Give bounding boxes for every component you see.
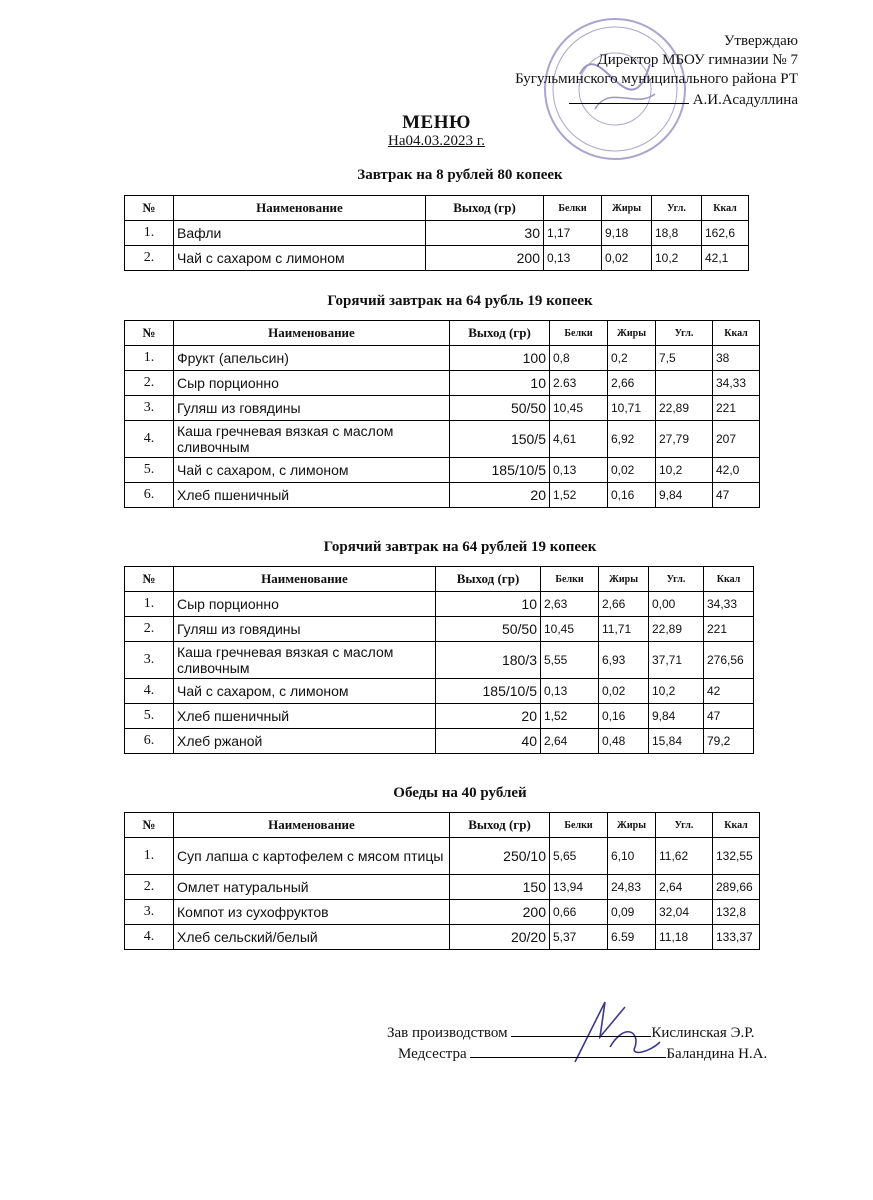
cell-fat: 6,92: [608, 421, 656, 458]
cell-output: 20: [450, 483, 550, 508]
cell-output: 150: [450, 875, 550, 900]
cell-num: 4.: [125, 679, 174, 704]
cell-kcal: 289,66: [713, 875, 760, 900]
cell-num: 1.: [125, 838, 174, 875]
cell-carbs: 22,89: [649, 617, 704, 642]
cell-num: 6.: [125, 729, 174, 754]
cell-output: 50/50: [450, 396, 550, 421]
cell-protein: 1,52: [541, 704, 599, 729]
cell-kcal: 221: [704, 617, 754, 642]
signature-underline: [470, 1043, 666, 1058]
table-row: [125, 900, 760, 925]
cell-name: Суп лапша с картофелем с мясом птицы: [174, 838, 450, 875]
column-header-carbs: Угл.: [656, 813, 713, 838]
signature-underline: [569, 89, 689, 104]
cell-fat: 9,18: [602, 221, 652, 246]
cell-protein: 10,45: [550, 396, 608, 421]
cell-name: Сыр порционно: [174, 592, 436, 617]
cell-carbs: 7,5: [656, 346, 713, 371]
column-header-output: Выход (гр): [436, 567, 541, 592]
cell-kcal: 79,2: [704, 729, 754, 754]
cell-name: Сыр порционно: [174, 371, 450, 396]
column-header-name: Наименование: [174, 813, 450, 838]
table-row: [125, 729, 754, 754]
cell-fat: 0,02: [608, 458, 656, 483]
column-header-carbs: Угл.: [656, 321, 713, 346]
cell-name: Чай с сахаром, с лимоном: [174, 458, 450, 483]
cell-carbs: 9,84: [656, 483, 713, 508]
column-header-fat: Жиры: [608, 321, 656, 346]
cell-num: 3.: [125, 642, 174, 679]
cell-num: 1.: [125, 346, 174, 371]
cell-fat: 24,83: [608, 875, 656, 900]
cell-output: 20/20: [450, 925, 550, 950]
cell-protein: 10,45: [541, 617, 599, 642]
cell-output: 40: [436, 729, 541, 754]
cell-kcal: 38: [713, 346, 760, 371]
cell-carbs: 10,2: [649, 679, 704, 704]
column-header-kcal: Ккал: [713, 813, 760, 838]
cell-output: 50/50: [436, 617, 541, 642]
cell-fat: 6,10: [608, 838, 656, 875]
cell-fat: 0,02: [602, 246, 652, 271]
approval-line: Утверждаю: [723, 33, 798, 49]
cell-num: 1.: [125, 592, 174, 617]
column-header-kcal: Ккал: [702, 196, 749, 221]
cell-output: 150/5: [450, 421, 550, 458]
signature-role: Медсестра: [398, 1046, 467, 1062]
cell-fat: 2,66: [608, 371, 656, 396]
column-header-output: Выход (гр): [450, 321, 550, 346]
table-row: [125, 221, 749, 246]
cell-name: Вафли: [174, 221, 426, 246]
cell-kcal: 221: [713, 396, 760, 421]
cell-fat: 11,71: [599, 617, 649, 642]
cell-carbs: 32,04: [656, 900, 713, 925]
table-header-row: [125, 813, 760, 838]
cell-protein: 2,64: [541, 729, 599, 754]
column-header-carbs: Угл.: [649, 567, 704, 592]
cell-protein: 5,55: [541, 642, 599, 679]
cell-num: 4.: [125, 925, 174, 950]
cell-carbs: 0,00: [649, 592, 704, 617]
menu-table: [124, 320, 760, 508]
cell-protein: 1,52: [550, 483, 608, 508]
menu-date: На04.03.2023 г.: [388, 133, 485, 149]
cell-num: 6.: [125, 483, 174, 508]
signature-underline: [511, 1022, 651, 1037]
cell-name: Гуляш из говядины: [174, 617, 436, 642]
cell-carbs: 37,71: [649, 642, 704, 679]
table-row: [125, 346, 760, 371]
column-header-fat: Жиры: [602, 196, 652, 221]
cell-name: Омлет натуральный: [174, 875, 450, 900]
cell-num: 3.: [125, 396, 174, 421]
column-header-name: Наименование: [174, 321, 450, 346]
cell-carbs: [656, 371, 713, 396]
cell-kcal: 132,8: [713, 900, 760, 925]
column-header-fat: Жиры: [599, 567, 649, 592]
cell-protein: 1,17: [544, 221, 602, 246]
column-header-num: №: [125, 196, 174, 221]
cell-protein: 0,13: [544, 246, 602, 271]
cell-kcal: 34,33: [713, 371, 760, 396]
cell-carbs: 9,84: [649, 704, 704, 729]
section-title: Обеды на 40 рублей: [393, 785, 527, 801]
cell-protein: 0,13: [550, 458, 608, 483]
column-header-protein: Белки: [550, 321, 608, 346]
cell-name: Хлеб ржаной: [174, 729, 436, 754]
signature-row-nurse: [398, 1043, 767, 1063]
section-title: Горячий завтрак на 64 рублей 19 копеек: [323, 539, 597, 555]
table-row: [125, 617, 754, 642]
cell-protein: 13,94: [550, 875, 608, 900]
cell-protein: 2.63: [550, 371, 608, 396]
signature-role: Зав производством: [387, 1025, 508, 1041]
cell-carbs: 15,84: [649, 729, 704, 754]
menu-table: [124, 195, 749, 271]
approval-block: [515, 32, 798, 110]
cell-name: Гуляш из говядины: [174, 396, 450, 421]
cell-num: 3.: [125, 900, 174, 925]
cell-num: 2.: [125, 246, 174, 271]
cell-name: Каша гречневая вязкая с маслом сливочным: [174, 421, 450, 458]
cell-output: 180/3: [436, 642, 541, 679]
cell-output: 200: [450, 900, 550, 925]
cell-protein: 5,37: [550, 925, 608, 950]
table-header-row: [125, 567, 754, 592]
cell-protein: 2,63: [541, 592, 599, 617]
cell-num: 5.: [125, 458, 174, 483]
cell-carbs: 22,89: [656, 396, 713, 421]
section-title: Горячий завтрак на 64 рубль 19 копеек: [327, 293, 593, 309]
cell-kcal: 132,55: [713, 838, 760, 875]
table-row: [125, 875, 760, 900]
column-header-protein: Белки: [544, 196, 602, 221]
cell-kcal: 162,6: [702, 221, 749, 246]
signature-person: Баландина Н.А.: [666, 1046, 768, 1062]
column-header-carbs: Угл.: [652, 196, 702, 221]
cell-carbs: 10,2: [652, 246, 702, 271]
cell-kcal: 276,56: [704, 642, 754, 679]
cell-kcal: 42,1: [702, 246, 749, 271]
cell-name: Каша гречневая вязкая с маслом сливочным: [174, 642, 436, 679]
column-header-fat: Жиры: [608, 813, 656, 838]
cell-output: 20: [436, 704, 541, 729]
cell-fat: 0,48: [599, 729, 649, 754]
column-header-kcal: Ккал: [713, 321, 760, 346]
cell-name: Хлеб пшеничный: [174, 483, 450, 508]
signature-person: Кислинская Э.Р.: [651, 1025, 755, 1041]
menu-table: [124, 812, 760, 950]
cell-carbs: 10,2: [656, 458, 713, 483]
cell-name: Хлеб пшеничный: [174, 704, 436, 729]
cell-kcal: 47: [713, 483, 760, 508]
column-header-protein: Белки: [550, 813, 608, 838]
cell-carbs: 2,64: [656, 875, 713, 900]
cell-name: Фрукт (апельсин): [174, 346, 450, 371]
director-name: А.И.Асадуллина: [692, 92, 798, 108]
table-row: [125, 642, 754, 679]
cell-name: Компот из сухофруктов: [174, 900, 450, 925]
cell-output: 10: [450, 371, 550, 396]
table-row: [125, 925, 760, 950]
cell-fat: 0,09: [608, 900, 656, 925]
column-header-output: Выход (гр): [450, 813, 550, 838]
table-row: [125, 371, 760, 396]
cell-fat: 6,93: [599, 642, 649, 679]
column-header-protein: Белки: [541, 567, 599, 592]
table-header-row: [125, 196, 749, 221]
cell-carbs: 18,8: [652, 221, 702, 246]
cell-num: 2.: [125, 617, 174, 642]
cell-protein: 0,13: [541, 679, 599, 704]
column-header-output: Выход (гр): [426, 196, 544, 221]
page-title: МЕНЮ: [402, 112, 471, 133]
table-header-row: [125, 321, 760, 346]
cell-name: Чай с сахаром с лимоном: [174, 246, 426, 271]
table-row: [125, 246, 749, 271]
cell-fat: 0,16: [608, 483, 656, 508]
cell-fat: 0,2: [608, 346, 656, 371]
column-header-name: Наименование: [174, 567, 436, 592]
cell-fat: 0,02: [599, 679, 649, 704]
cell-kcal: 47: [704, 704, 754, 729]
cell-kcal: 207: [713, 421, 760, 458]
approval-line: Директор МБОУ гимназии № 7: [597, 52, 798, 68]
cell-fat: 0,16: [599, 704, 649, 729]
cell-protein: 5,65: [550, 838, 608, 875]
table-row: [125, 458, 760, 483]
cell-num: 4.: [125, 421, 174, 458]
cell-output: 10: [436, 592, 541, 617]
cell-fat: 10,71: [608, 396, 656, 421]
column-header-num: №: [125, 567, 174, 592]
menu-table: [124, 566, 754, 754]
signature-row-production: [387, 1022, 754, 1042]
cell-output: 185/10/5: [450, 458, 550, 483]
column-header-num: №: [125, 321, 174, 346]
cell-protein: 0,8: [550, 346, 608, 371]
cell-output: 185/10/5: [436, 679, 541, 704]
table-row: [125, 679, 754, 704]
cell-kcal: 34,33: [704, 592, 754, 617]
cell-output: 200: [426, 246, 544, 271]
cell-output: 30: [426, 221, 544, 246]
table-row: [125, 421, 760, 458]
cell-kcal: 42: [704, 679, 754, 704]
table-row: [125, 838, 760, 875]
table-row: [125, 483, 760, 508]
section-title: Завтрак на 8 рублей 80 копеек: [357, 167, 563, 183]
table-row: [125, 592, 754, 617]
cell-carbs: 11,62: [656, 838, 713, 875]
column-header-num: №: [125, 813, 174, 838]
cell-carbs: 11,18: [656, 925, 713, 950]
cell-output: 250/10: [450, 838, 550, 875]
table-row: [125, 396, 760, 421]
column-header-name: Наименование: [174, 196, 426, 221]
cell-protein: 0,66: [550, 900, 608, 925]
cell-name: Хлеб сельский/белый: [174, 925, 450, 950]
cell-num: 1.: [125, 221, 174, 246]
cell-output: 100: [450, 346, 550, 371]
cell-num: 2.: [125, 371, 174, 396]
column-header-kcal: Ккал: [704, 567, 754, 592]
cell-protein: 4,61: [550, 421, 608, 458]
cell-num: 2.: [125, 875, 174, 900]
cell-fat: 2,66: [599, 592, 649, 617]
table-row: [125, 704, 754, 729]
cell-fat: 6.59: [608, 925, 656, 950]
cell-name: Чай с сахаром, с лимоном: [174, 679, 436, 704]
cell-num: 5.: [125, 704, 174, 729]
approval-line: Бугульминского муниципального района РТ: [515, 71, 798, 87]
cell-kcal: 133,37: [713, 925, 760, 950]
cell-kcal: 42,0: [713, 458, 760, 483]
cell-carbs: 27,79: [656, 421, 713, 458]
approval-signature-line: [515, 89, 798, 110]
